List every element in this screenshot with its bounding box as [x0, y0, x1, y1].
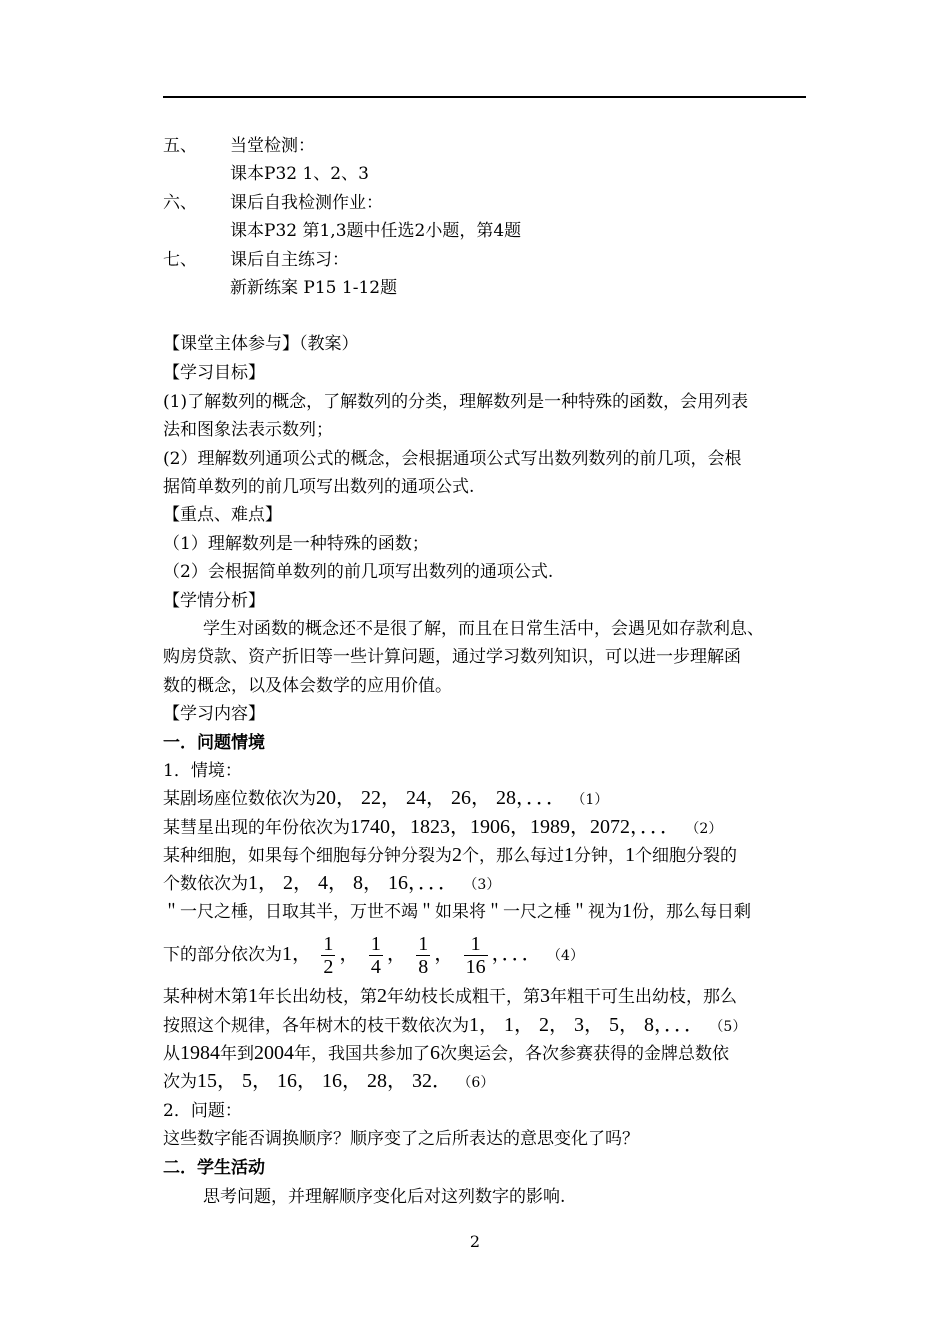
key-point-2: （2）会根据简单数列的前几项写出数列的通项公式.: [163, 562, 554, 582]
section-6-title: 课后自我检测作业：: [230, 193, 383, 213]
part-1-heading: 一．问题情境: [163, 733, 265, 753]
example-5-line-2: 按照这个规律，各年树木的枝干数依次为1， 1， 2， 3， 5， 8，．．． （5）: [163, 1014, 747, 1036]
section-6-number: 六、: [163, 193, 197, 213]
activity-text: 思考问题，并理解顺序变化后对这列数字的影响.: [203, 1187, 566, 1207]
lesson-header: 【课堂主体参与】（教案）: [163, 334, 359, 354]
question-text: 这些数字能否调换顺序？顺序变了之后所表达的意思变化了吗？: [163, 1129, 639, 1149]
example-3-line-2: 个数依次为1， 2， 4， 8， 16，．．． （3）: [163, 872, 501, 894]
fraction-3: $\frac{1}{8}$: [418, 933, 429, 978]
section-7-title: 课后自主练习：: [230, 250, 349, 270]
section-5-detail: 课本P32 1、2、3: [230, 164, 369, 184]
example-1-values: 20， 22， 24， 26， 28，．．．: [316, 787, 566, 809]
example-3-line-1: 某种细胞，如果每个细胞每分钟分裂为2个，那么每过1分钟，1个细胞分裂的: [163, 844, 737, 866]
goals-title: 【学习目标】: [163, 363, 265, 383]
section-6-detail: 课本P32 第1,3题中任选2小题，第4题: [230, 221, 522, 241]
section-5-number: 五、: [163, 136, 197, 156]
fraction-1: $\frac{1}{2}$: [323, 933, 334, 978]
fraction-2: $\frac{1}{4}$: [370, 933, 381, 978]
analysis-line-2: 购房贷款、资产折旧等一些计算问题，通过学习数列知识，可以进一步理解函: [163, 647, 741, 667]
goal-2-line-2: 据简单数列的前几项写出数列的通项公式.: [163, 477, 475, 497]
content-title: 【学习内容】: [163, 704, 265, 724]
example-6-line-2: 次为15， 5， 16， 16， 28， 32． （6）: [163, 1070, 495, 1092]
analysis-title: 【学情分析】: [163, 591, 265, 611]
part-2-heading: 二．学生活动: [163, 1158, 265, 1178]
analysis-line-1: 学生对函数的概念还不是很了解，而且在日常生活中，会遇见如存款利息、: [203, 619, 764, 639]
fraction-4: $\frac{1}{16}$: [465, 933, 486, 978]
section-5-title: 当堂检测：: [230, 136, 315, 156]
section-7-number: 七、: [163, 250, 197, 270]
situation-label: 1．情境：: [163, 761, 242, 781]
example-6-line-1: 从1984年到2004年，我国共参加了6次奥运会，各次参赛获得的金牌总数依: [163, 1042, 729, 1064]
example-6-values: 15， 5， 16， 16， 28， 32．: [197, 1070, 452, 1092]
question-label: 2．问题：: [163, 1101, 242, 1121]
goal-2-line-1: (2）理解数列通项公式的概念，会根据通项公式写出数列数列的前几项，会根: [163, 449, 742, 469]
goal-1-line-1: (1)了解数列的概念，了解数列的分类，理解数列是一种特殊的函数，会用列表: [163, 392, 749, 412]
example-2: 某彗星出现的年份依次为1740，1823，1906，1989，2072，．．． （2）: [163, 816, 723, 838]
example-1: 某剧场座位数依次为20， 22， 24， 26， 28，．．． （1）: [163, 787, 609, 809]
goal-1-line-2: 法和图象法表示数列；: [163, 420, 333, 440]
example-5-line-1: 某种树木第1年长出幼枝，第2年幼枝长成粗干，第3年粗干可生出幼枝，那么: [163, 985, 737, 1007]
header-rule: [163, 96, 806, 98]
key-point-1: （1）理解数列是一种特殊的函数；: [163, 534, 429, 554]
example-3-values: 1， 2， 4， 8， 16，．．．: [248, 872, 458, 894]
section-7-detail: 新新练案 P15 1-12题: [230, 278, 398, 298]
example-4-line-2: 下的部分依次为1， $\frac{1}{2}$ ， $\frac{1}{4}$ ， $\frac{1}{8}$ ， $\frac{1}{16}$ ，．．． （4）: [163, 933, 584, 978]
key-title: 【重点、难点】: [163, 505, 282, 525]
example-4-line-1: ＂一尺之棰，日取其半，万世不竭＂如果将＂一尺之棰＂视为1份，那么每日剩: [163, 900, 751, 922]
page-number: 2: [469, 1232, 481, 1251]
analysis-line-3: 数的概念，以及体会数学的应用价值。: [163, 676, 452, 696]
example-5-values: 1， 1， 2， 3， 5， 8，．．．: [469, 1014, 704, 1036]
example-2-values: 1740，1823，1906，1989，2072，．．．: [350, 816, 680, 838]
